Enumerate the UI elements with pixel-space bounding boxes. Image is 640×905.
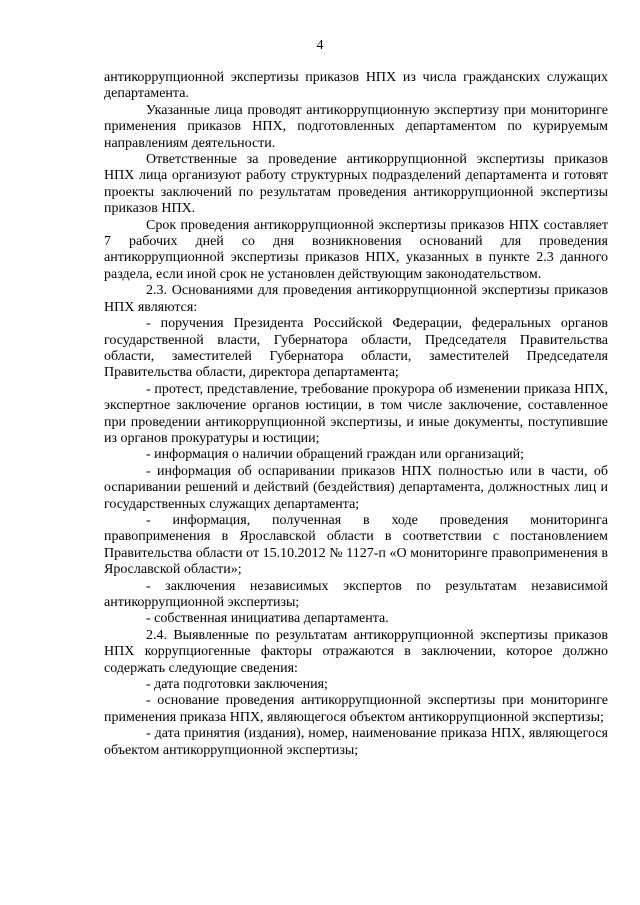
paragraph: Ответственные за проведение антикоррупционной экспертизы приказов НПХ лица организуют работу структурных подразделений департамента и готовят проекты заключений по результатам проведения антикоррупционной экспертизы приказов НПХ. <box>104 152 608 217</box>
page-number: 4 <box>316 38 324 53</box>
paragraph: 2.4. Выявленные по результатам антикоррупционной экспертизы приказов НПХ коррупциогенные факторы отражаются в заключении, которое должно содержать следующие сведения: <box>104 627 608 676</box>
paragraph: - собственная инициатива департамента. <box>146 611 389 627</box>
paragraph: - информация об оспаривании приказов НПХ полностью или в части, об оспаривании решений и действий (бездействия) департамента, должностных лиц и государственных служащих департамента; <box>104 463 608 512</box>
document-body <box>104 70 608 759</box>
paragraph: - дата принятия (издания), номер, наименование приказа НПХ, являющегося объектом антикоррупционной экспертизы; <box>104 726 608 758</box>
paragraph: - протест, представление, требование прокурора об изменении приказа НПХ, экспертное заключение органов юстиции, в том числе заключение, составленное при проведении антикоррупционной экспертизы, и иные документы, поступившие из органов прокуратуры и юстиции; <box>104 381 608 446</box>
paragraph: - дата подготовки заключения; <box>146 677 328 693</box>
paragraph: - информация о наличии обращений граждан или организаций; <box>146 447 525 463</box>
paragraph: Указанные лица проводят антикоррупционную экспертизу при мониторинге применения приказов НПХ, подготовленных департаментом по курируемым направлениям деятельности. <box>104 102 608 151</box>
paragraph: - информация, полученная в ходе проведения мониторинга правоприменения в Ярославской области в соответствии с постановлением Правительства области от 15.10.2012 № 1127-п «О мониторинге правоприменения в Ярославской области»; <box>104 512 608 578</box>
paragraph: 2.3. Основаниями для проведения антикоррупционной экспертизы приказов НПХ являются: <box>104 283 608 315</box>
paragraph: - поручения Президента Российской Федерации, федеральных органов государственной власти, Губернатора области, Председателя Правительства области, заместителей Губернатора области, заместителей Председателя Правительства области, директора департамента; <box>104 316 608 381</box>
paragraph: - заключения независимых экспертов по результатам независимой антикоррупционной экспертизы; <box>104 578 608 610</box>
paragraph: антикоррупционной экспертизы приказов НПХ из числа гражданских служащих департамента. <box>104 70 608 102</box>
paragraph: Срок проведения антикоррупционной экспертизы приказов НПХ составляет 7 рабочих дней со дня возникновения оснований для проведения антикоррупционной экспертизы приказов НПХ, указанных в пункте 2.3 данного раздела, если иной срок не установлен действующим законодательством. <box>104 217 608 282</box>
paragraph: - основание проведения антикоррупционной экспертизы при мониторинге применения приказа НПХ, являющегося объектом антикоррупционной экспертизы; <box>104 693 608 725</box>
